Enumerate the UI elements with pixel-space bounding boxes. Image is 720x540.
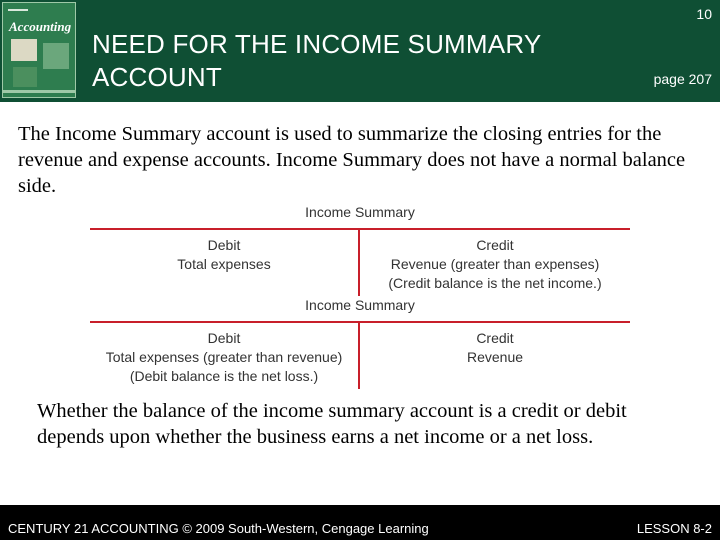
credit-side xyxy=(360,329,630,367)
t-account-title: Income Summary xyxy=(305,297,415,313)
logo-panel xyxy=(11,39,37,61)
credit-label: Credit xyxy=(476,237,514,253)
t-account-income-summary-net-income xyxy=(90,204,630,296)
slide-header xyxy=(0,0,720,102)
logo-stripe xyxy=(3,90,76,93)
debit-label: Debit xyxy=(207,237,241,253)
slide-number: 10 xyxy=(696,6,712,22)
t-account-income-summary-net-loss xyxy=(90,297,630,389)
slide-title xyxy=(92,28,612,94)
logo-decoration xyxy=(8,9,28,11)
debit-line: (Debit balance is the net loss.) xyxy=(129,368,319,384)
t-account-horizontal-rule xyxy=(90,321,630,323)
closing-paragraph: Whether the balance of the income summary account is a credit or debit depends upon whether the business earns a net income or a net loss. xyxy=(37,400,627,448)
credit-line: Revenue xyxy=(466,349,524,365)
debit-side xyxy=(90,329,358,386)
logo-panel xyxy=(13,67,37,87)
page-reference: page 207 xyxy=(653,71,712,87)
debit-label: Debit xyxy=(207,330,241,346)
debit-line: Total expenses (greater than revenue) xyxy=(105,349,343,365)
lesson-number: LESSON 8-2 xyxy=(636,521,712,536)
slide-footer xyxy=(0,505,720,540)
t-account-title: Income Summary xyxy=(305,204,415,220)
intro-paragraph: The Income Summary account is used to summarize the closing entries for the revenue and expense accounts. Income Summary does not have a normal balance side. xyxy=(18,123,686,197)
t-account-horizontal-rule xyxy=(90,228,630,230)
copyright-text: CENTURY 21 ACCOUNTING © 2009 South-Western, Cengage Learning xyxy=(8,521,429,536)
credit-line: (Credit balance is the net income.) xyxy=(388,275,602,291)
logo-text: Accounting xyxy=(9,19,72,34)
textbook-cover-logo xyxy=(2,2,76,98)
debit-side xyxy=(90,236,358,274)
credit-label: Credit xyxy=(476,330,514,346)
credit-side xyxy=(360,236,630,293)
logo-panel xyxy=(43,43,69,69)
slide-title-line-2: ACCOUNT xyxy=(92,62,222,92)
slide-title-line-1: NEED FOR THE INCOME SUMMARY xyxy=(92,29,542,59)
debit-line: Total expenses xyxy=(177,256,271,272)
credit-line: Revenue (greater than expenses) xyxy=(390,256,600,272)
